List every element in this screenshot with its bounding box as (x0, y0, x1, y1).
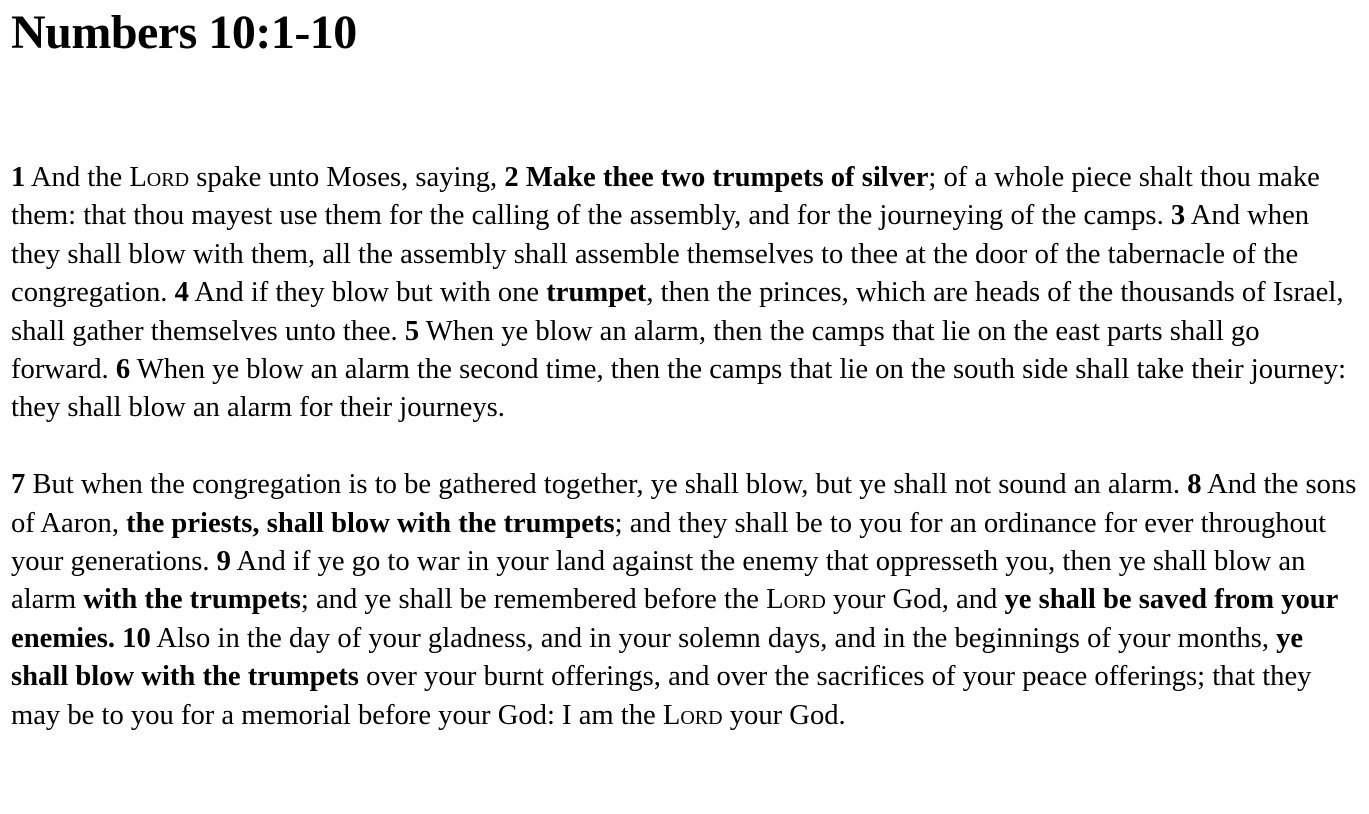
divine-name: Lord (662, 699, 723, 731)
divine-name: Lord (129, 162, 190, 193)
verse-text: , then the princes, which are heads of the thousands of Israel, shall gather themselves unto thee. (11, 277, 1344, 347)
verse-text: over your burnt offerings, and over the sacrifices of your peace offerings; that they may be to you for a memorial before your God: I am the (11, 661, 1312, 731)
emphasized-text: ye shall be saved from your enemies. (11, 584, 1338, 654)
verse-text: And when they shall blow with them, all the assembly shall assemble themselves to thee at the door of the tabernacle of the congregation. (11, 200, 1310, 309)
verse-number: 7 (11, 469, 26, 501)
verse-text: spake unto Moses, saying, (189, 162, 505, 193)
passage-paragraph-1 (11, 159, 1359, 428)
verse-number: 1 (11, 162, 26, 193)
verse-text: And if they blow but with one (188, 277, 547, 309)
verse-text: ; and they shall be to you for an ordinance for ever throughout your generations. (11, 507, 1327, 578)
verse-text: And the sons of Aaron, (11, 469, 1357, 539)
emphasized-text: with the trumpets (83, 584, 301, 616)
verse-text: When ye blow an alarm the second time, then the camps that lie on the south side shall take their journey: they shall blow an alarm for their journeys. (11, 354, 1347, 424)
verse-number: 9 (216, 546, 231, 578)
verse-text: But when the congregation is to be gathered together, ye shall blow, but ye shall not sound an alarm. (25, 469, 1188, 501)
verse-text (519, 162, 526, 193)
emphasized-text: trumpet (546, 277, 647, 309)
verse-number: 3 (1170, 200, 1186, 232)
verse-text: your God, and (825, 584, 1005, 616)
emphasized-text: the priests, shall blow with the trumpets (126, 507, 615, 539)
verse-text: your God. (722, 699, 846, 731)
verse-text: And if ye go to war in your land against the enemy that oppresseth you, then ye shall blow an alarm (11, 546, 1306, 616)
emphasized-text: ye shall blow with the trumpets (11, 622, 1304, 693)
verse-text: ; of a whole piece shalt thou make them: that thou mayest use them for the calling of the assembly, and for the journeying of the camps. (11, 162, 1320, 232)
verse-number: 2 (504, 162, 519, 193)
verse-number: 5 (404, 315, 420, 347)
verse-text: And the (25, 162, 130, 193)
passage-paragraph-2 (11, 466, 1359, 735)
verse-number: 10 (122, 622, 151, 654)
verse-text: Also in the day of your gladness, and in your solemn days, and in the beginnings of your months, (150, 622, 1277, 654)
verse-number: 6 (115, 354, 131, 386)
verse-number: 8 (1187, 469, 1202, 501)
page-title: Numbers 10:1-10 (11, 6, 357, 59)
verse-text: When ye blow an alarm, then the camps that lie on the east parts shall go forward. (11, 315, 1260, 386)
verse-text: ; and ye shall be remembered before the (300, 584, 767, 616)
verse-number: 4 (174, 277, 189, 309)
emphasized-text: Make thee two trumpets of silver (525, 162, 929, 193)
divine-name: Lord (766, 584, 826, 616)
